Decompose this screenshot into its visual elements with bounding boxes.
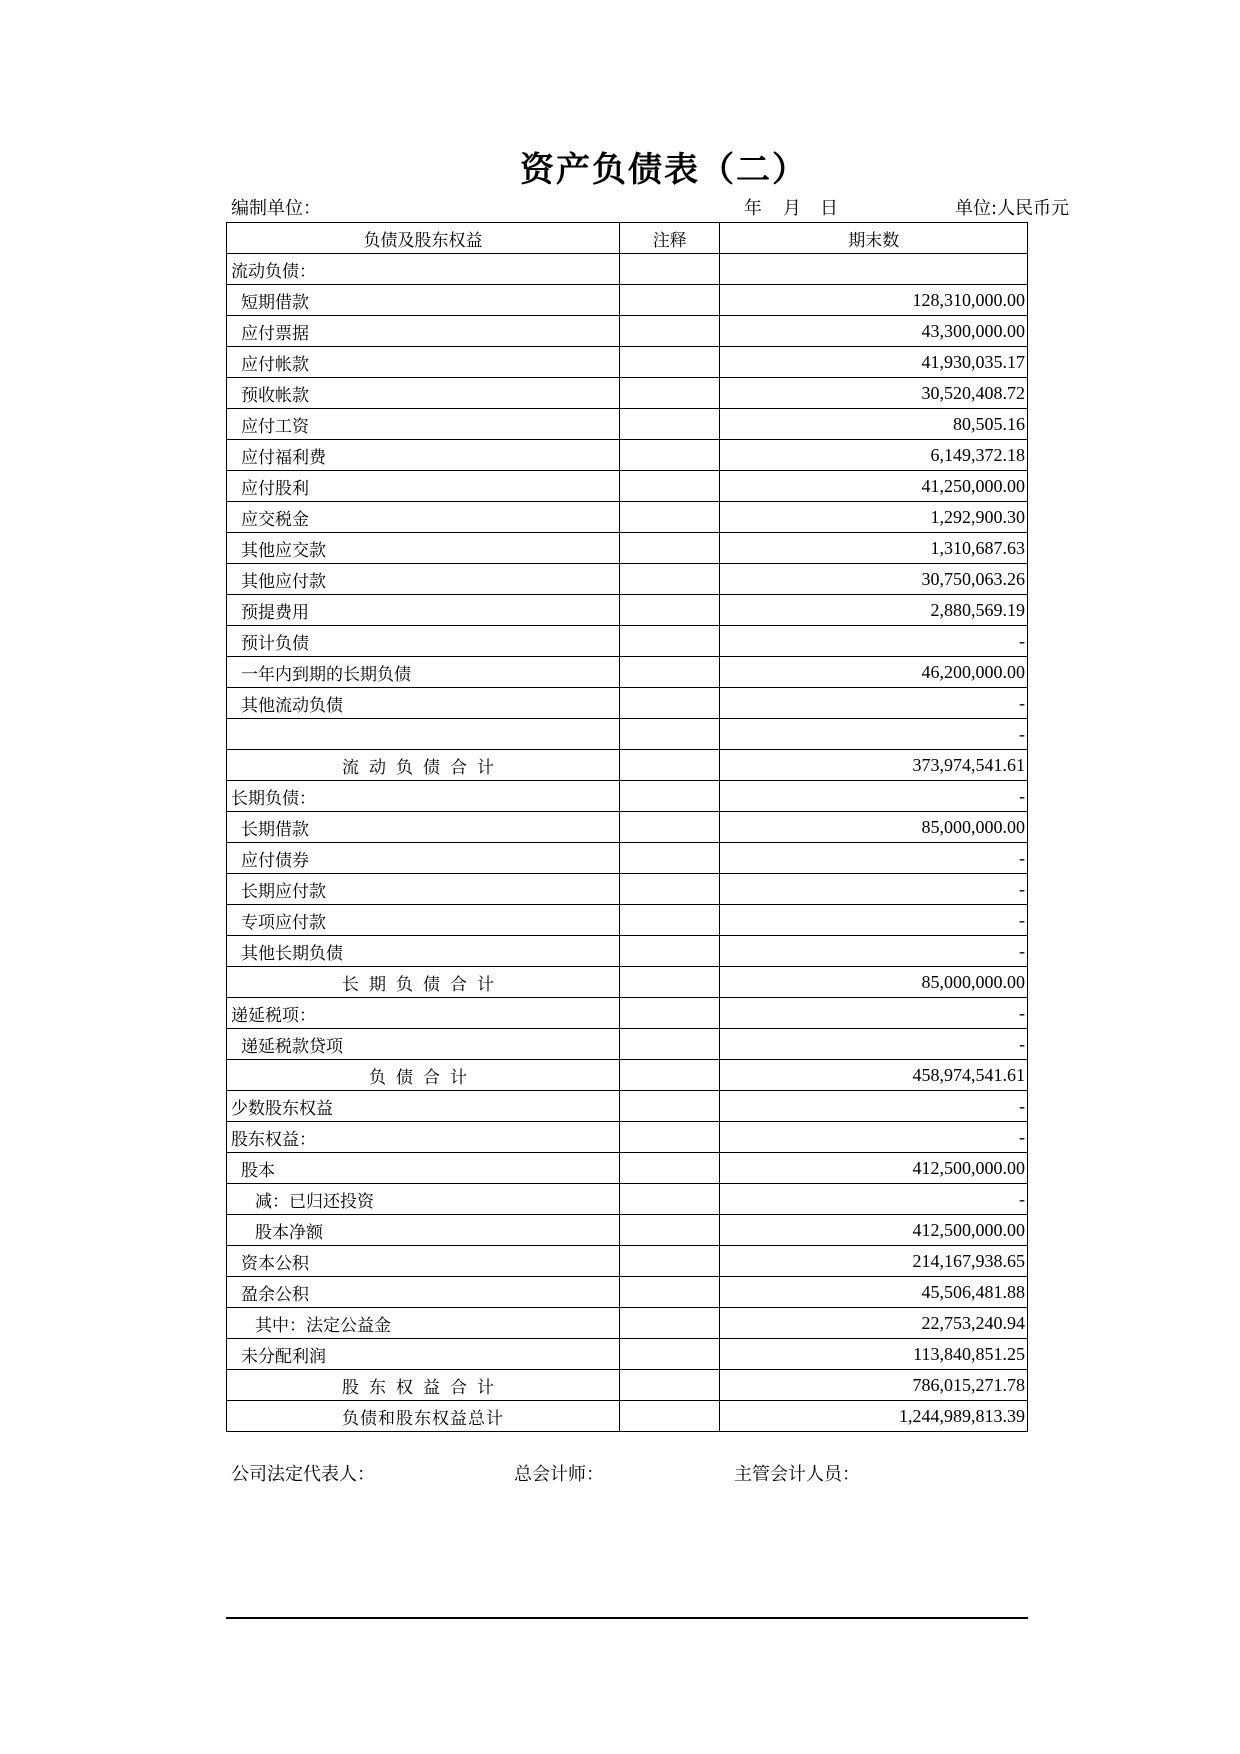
row-note (619, 502, 720, 533)
table-row (227, 998, 1028, 1029)
row-item-label: 应付债券 (227, 843, 620, 874)
row-item-label: 盈余公积 (227, 1277, 620, 1308)
row-item-label: 股本 (227, 1153, 620, 1184)
row-amount: - (720, 936, 1028, 967)
row-amount (720, 254, 1028, 285)
row-note (619, 1153, 720, 1184)
table-row (227, 409, 1028, 440)
column-header-amount: 期末数 (720, 223, 1028, 254)
table-row (227, 967, 1028, 998)
row-item-label: 应付福利费 (227, 440, 620, 471)
row-note (619, 1246, 720, 1277)
row-note (619, 843, 720, 874)
row-note (619, 967, 720, 998)
table-row (227, 781, 1028, 812)
row-note (619, 564, 720, 595)
row-item-label: 其他应交款 (227, 533, 620, 564)
row-note (619, 254, 720, 285)
row-note (619, 1060, 720, 1091)
row-item-label: 其他长期负债 (227, 936, 620, 967)
row-amount: 1,244,989,813.39 (720, 1401, 1028, 1432)
bottom-rule (226, 1617, 1028, 1619)
table-row (227, 1184, 1028, 1215)
row-amount: 2,880,569.19 (720, 595, 1028, 626)
row-item-label: 股东权益： (227, 1122, 620, 1153)
column-header-note: 注释 (619, 223, 720, 254)
row-item-label: 负债和股东权益总计 (227, 1401, 620, 1432)
table-row (227, 719, 1028, 750)
row-item-label: 应付股利 (227, 471, 620, 502)
row-item-label: 资本公积 (227, 1246, 620, 1277)
row-amount: 373,974,541.61 (720, 750, 1028, 781)
row-item-label: 一年内到期的长期负债 (227, 657, 620, 688)
row-amount: - (720, 1122, 1028, 1153)
row-note (619, 657, 720, 688)
row-note (619, 1215, 720, 1246)
row-item-label: 递延税项： (227, 998, 620, 1029)
row-amount: 80,505.16 (720, 409, 1028, 440)
row-item-label: 短期借款 (227, 285, 620, 316)
row-note (619, 1308, 720, 1339)
row-note (619, 750, 720, 781)
row-item-label: 其他流动负债 (227, 688, 620, 719)
row-note (619, 1091, 720, 1122)
accounting-supervisor-label: 主管会计人员： (734, 1464, 860, 1485)
table-row (227, 471, 1028, 502)
row-amount: 22,753,240.94 (720, 1308, 1028, 1339)
row-amount: - (720, 626, 1028, 657)
table-row (227, 440, 1028, 471)
table-row (227, 1277, 1028, 1308)
row-item-label: 负债合计 (227, 1060, 620, 1091)
table-row (227, 285, 1028, 316)
row-amount: 85,000,000.00 (720, 967, 1028, 998)
date-day: 日 (820, 198, 838, 219)
row-amount: - (720, 688, 1028, 719)
row-item-label: 少数股东权益 (227, 1091, 620, 1122)
table-row (227, 688, 1028, 719)
row-amount: 412,500,000.00 (720, 1153, 1028, 1184)
table-row (227, 378, 1028, 409)
row-amount: 128,310,000.00 (720, 285, 1028, 316)
row-amount: 45,506,481.88 (720, 1277, 1028, 1308)
row-note (619, 533, 720, 564)
row-amount: 46,200,000.00 (720, 657, 1028, 688)
row-item-label: 流动负债合计 (227, 750, 620, 781)
row-item-label: 长期负债合计 (227, 967, 620, 998)
row-amount: 1,292,900.30 (720, 502, 1028, 533)
table-row (227, 1029, 1028, 1060)
row-note (619, 471, 720, 502)
row-amount: 41,250,000.00 (720, 471, 1028, 502)
table-row (227, 1308, 1028, 1339)
table-row (227, 843, 1028, 874)
row-note (619, 719, 720, 750)
row-amount: - (720, 998, 1028, 1029)
row-note (619, 1029, 720, 1060)
unit-label: 单位:人民币元 (955, 198, 1070, 219)
row-note (619, 688, 720, 719)
row-item-label: 预提费用 (227, 595, 620, 626)
row-note (619, 595, 720, 626)
table-row (227, 347, 1028, 378)
row-note (619, 1122, 720, 1153)
row-note (619, 1370, 720, 1401)
row-item-label: 流动负债： (227, 254, 620, 285)
row-note (619, 905, 720, 936)
row-amount: 43,300,000.00 (720, 316, 1028, 347)
row-note (619, 812, 720, 843)
row-item-label: 应付工资 (227, 409, 620, 440)
row-amount: 30,520,408.72 (720, 378, 1028, 409)
row-item-label: 其中：法定公益金 (227, 1308, 620, 1339)
row-amount: 85,000,000.00 (720, 812, 1028, 843)
legal-rep-label: 公司法定代表人： (231, 1464, 375, 1485)
row-item-label: 长期借款 (227, 812, 620, 843)
table-row (227, 874, 1028, 905)
table-row (227, 812, 1028, 843)
table-row (227, 533, 1028, 564)
row-note (619, 998, 720, 1029)
table-body (227, 254, 1028, 1432)
row-amount: 786,015,271.78 (720, 1370, 1028, 1401)
preparer-label: 编制单位： (231, 198, 321, 219)
table-row (227, 1246, 1028, 1277)
table-row (227, 1122, 1028, 1153)
row-amount: - (720, 874, 1028, 905)
table-row (227, 595, 1028, 626)
row-note (619, 781, 720, 812)
column-header-item: 负债及股东权益 (227, 223, 620, 254)
table-row (227, 1339, 1028, 1370)
date-year: 年 (744, 198, 762, 219)
row-item-label: 其他应付款 (227, 564, 620, 595)
row-amount: 214,167,938.65 (720, 1246, 1028, 1277)
row-note (619, 874, 720, 905)
row-item-label: 应付帐款 (227, 347, 620, 378)
row-note (619, 285, 720, 316)
table-row (227, 1091, 1028, 1122)
table-row (227, 1370, 1028, 1401)
table-row (227, 1215, 1028, 1246)
table-header-row (227, 223, 1028, 254)
row-note (619, 1184, 720, 1215)
table-row (227, 254, 1028, 285)
table-row (227, 1060, 1028, 1091)
table-row (227, 564, 1028, 595)
page-title: 资产负债表（二） (520, 150, 808, 190)
row-amount: 412,500,000.00 (720, 1215, 1028, 1246)
row-amount: 41,930,035.17 (720, 347, 1028, 378)
table-row (227, 905, 1028, 936)
row-amount: - (720, 1029, 1028, 1060)
row-amount: - (720, 1184, 1028, 1215)
row-item-label: 递延税款贷项 (227, 1029, 620, 1060)
row-item-label: 股本净额 (227, 1215, 620, 1246)
row-amount: 1,310,687.63 (720, 533, 1028, 564)
table-row (227, 1401, 1028, 1432)
row-item-label: 应交税金 (227, 502, 620, 533)
date-month: 月 (783, 198, 801, 219)
row-note (619, 626, 720, 657)
row-item-label: 长期负债： (227, 781, 620, 812)
row-note (619, 1401, 720, 1432)
row-item-label: 应付票据 (227, 316, 620, 347)
row-item-label: 预收帐款 (227, 378, 620, 409)
table-row (227, 750, 1028, 781)
row-item-label: 长期应付款 (227, 874, 620, 905)
chief-accountant-label: 总会计师： (514, 1464, 604, 1485)
row-amount: - (720, 719, 1028, 750)
row-amount: 6,149,372.18 (720, 440, 1028, 471)
row-amount: 458,974,541.61 (720, 1060, 1028, 1091)
row-note (619, 316, 720, 347)
balance-sheet-table (226, 222, 1028, 1432)
row-note (619, 378, 720, 409)
row-amount: 30,750,063.26 (720, 564, 1028, 595)
row-note (619, 347, 720, 378)
row-note (619, 1277, 720, 1308)
row-note (619, 440, 720, 471)
row-amount: - (720, 905, 1028, 936)
row-amount: - (720, 843, 1028, 874)
row-item-label: 未分配利润 (227, 1339, 620, 1370)
row-item-label: 减：已归还投资 (227, 1184, 620, 1215)
row-amount: 113,840,851.25 (720, 1339, 1028, 1370)
table-row (227, 316, 1028, 347)
row-note (619, 1339, 720, 1370)
table-row (227, 502, 1028, 533)
row-amount: - (720, 1091, 1028, 1122)
table-row (227, 936, 1028, 967)
row-item-label: 预计负债 (227, 626, 620, 657)
table-row (227, 657, 1028, 688)
table-row (227, 626, 1028, 657)
row-note (619, 409, 720, 440)
row-amount: - (720, 781, 1028, 812)
row-note (619, 936, 720, 967)
row-item-label: 股东权益合计 (227, 1370, 620, 1401)
table-row (227, 1153, 1028, 1184)
row-item-label: 专项应付款 (227, 905, 620, 936)
row-item-label (227, 719, 620, 750)
